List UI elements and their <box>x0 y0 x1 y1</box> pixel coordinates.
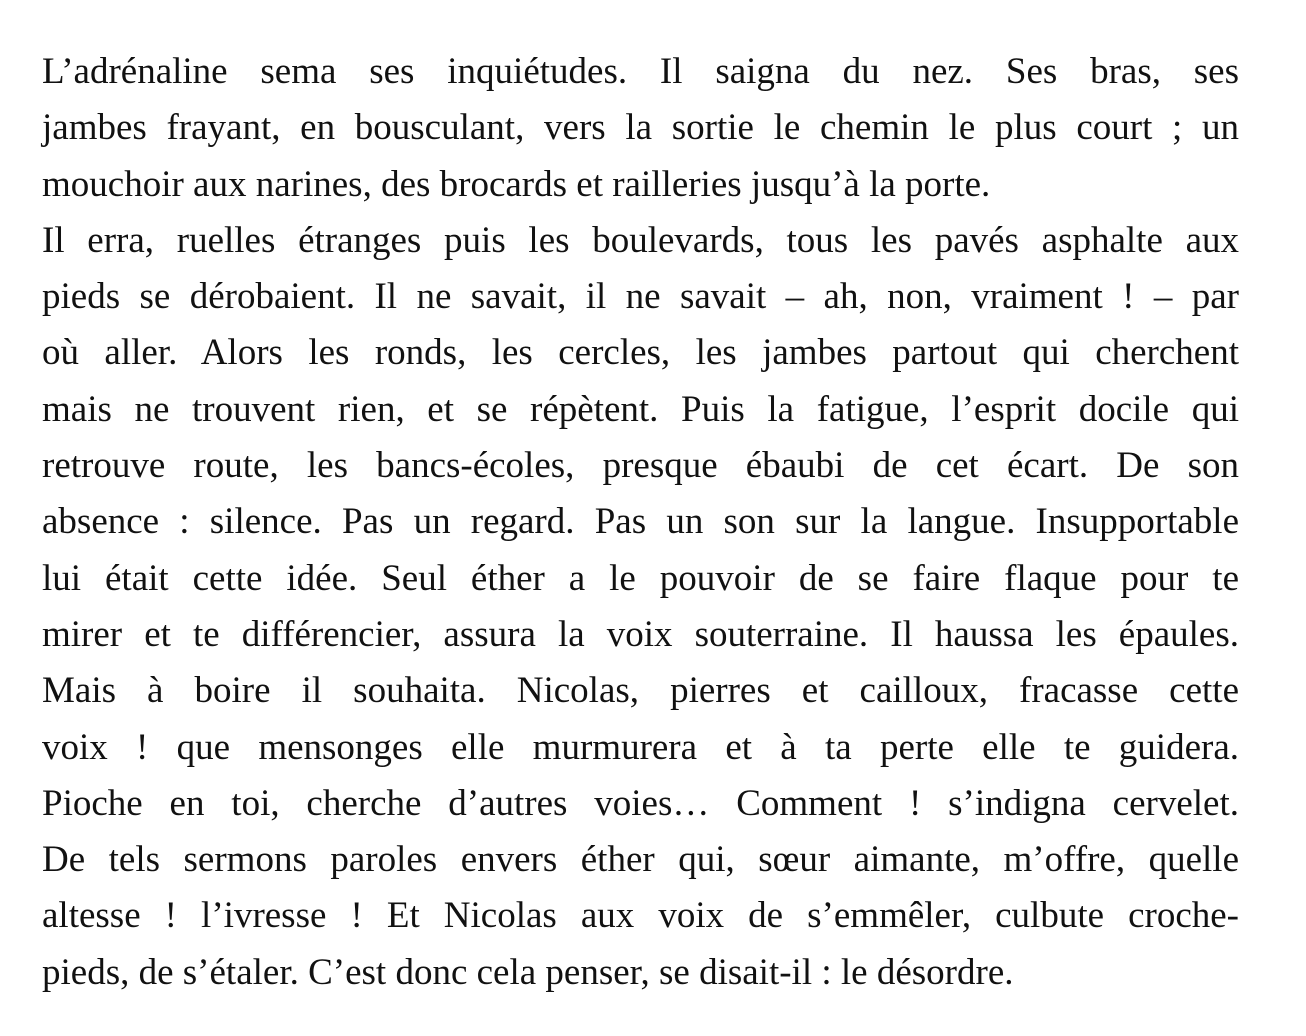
text-line: mouchoir aux narines, des brocards et railleries jusqu’à la porte. <box>42 163 991 205</box>
text-line: voix ! que mensonges elle murmurera et à ta perte elle te guidera. <box>42 726 1239 768</box>
text-line: altesse ! l’ivresse ! Et Nicolas aux voix de s’emmêler, culbute croche- <box>42 895 1239 937</box>
text-line: jambes frayant, en bousculant, vers la sortie le chemin le plus court ; un <box>42 107 1239 149</box>
text-line: pieds se dérobaient. Il ne savait, il ne savait – ah, non, vraiment ! – par <box>42 276 1239 318</box>
text-line: absence : silence. Pas un regard. Pas un son sur la langue. Insupportable <box>42 501 1239 543</box>
text-line: Il erra, ruelles étranges puis les boulevards, tous les pavés asphalte aux <box>42 219 1239 261</box>
text-line: Mais à boire il souhaita. Nicolas, pierres et cailloux, fracasse cette <box>42 670 1239 712</box>
document-body <box>42 44 1239 1001</box>
text-line: pieds, de s’étaler. C’est donc cela penser, se disait-il : le désordre. <box>42 951 1014 993</box>
text-line: Pioche en toi, cherche d’autres voies… Comment ! s’indigna cervelet. <box>42 782 1239 824</box>
text-line: De tels sermons paroles envers éther qui, sœur aimante, m’offre, quelle <box>42 839 1239 881</box>
paragraph-2 <box>42 213 1239 1001</box>
text-line: mirer et te différencier, assura la voix souterraine. Il haussa les épaules. <box>42 613 1239 655</box>
text-line: lui était cette idée. Seul éther a le pouvoir de se faire flaque pour te <box>42 557 1239 599</box>
text-line: où aller. Alors les ronds, les cercles, les jambes partout qui cherchent <box>42 332 1239 374</box>
text-line: L’adrénaline sema ses inquiétudes. Il saigna du nez. Ses bras, ses <box>42 51 1239 92</box>
text-line: mais ne trouvent rien, et se répètent. Puis la fatigue, l’esprit docile qui <box>42 388 1239 430</box>
paragraph-1 <box>42 44 1239 213</box>
text-line: retrouve route, les bancs-écoles, presque ébaubi de cet écart. De son <box>42 445 1239 487</box>
